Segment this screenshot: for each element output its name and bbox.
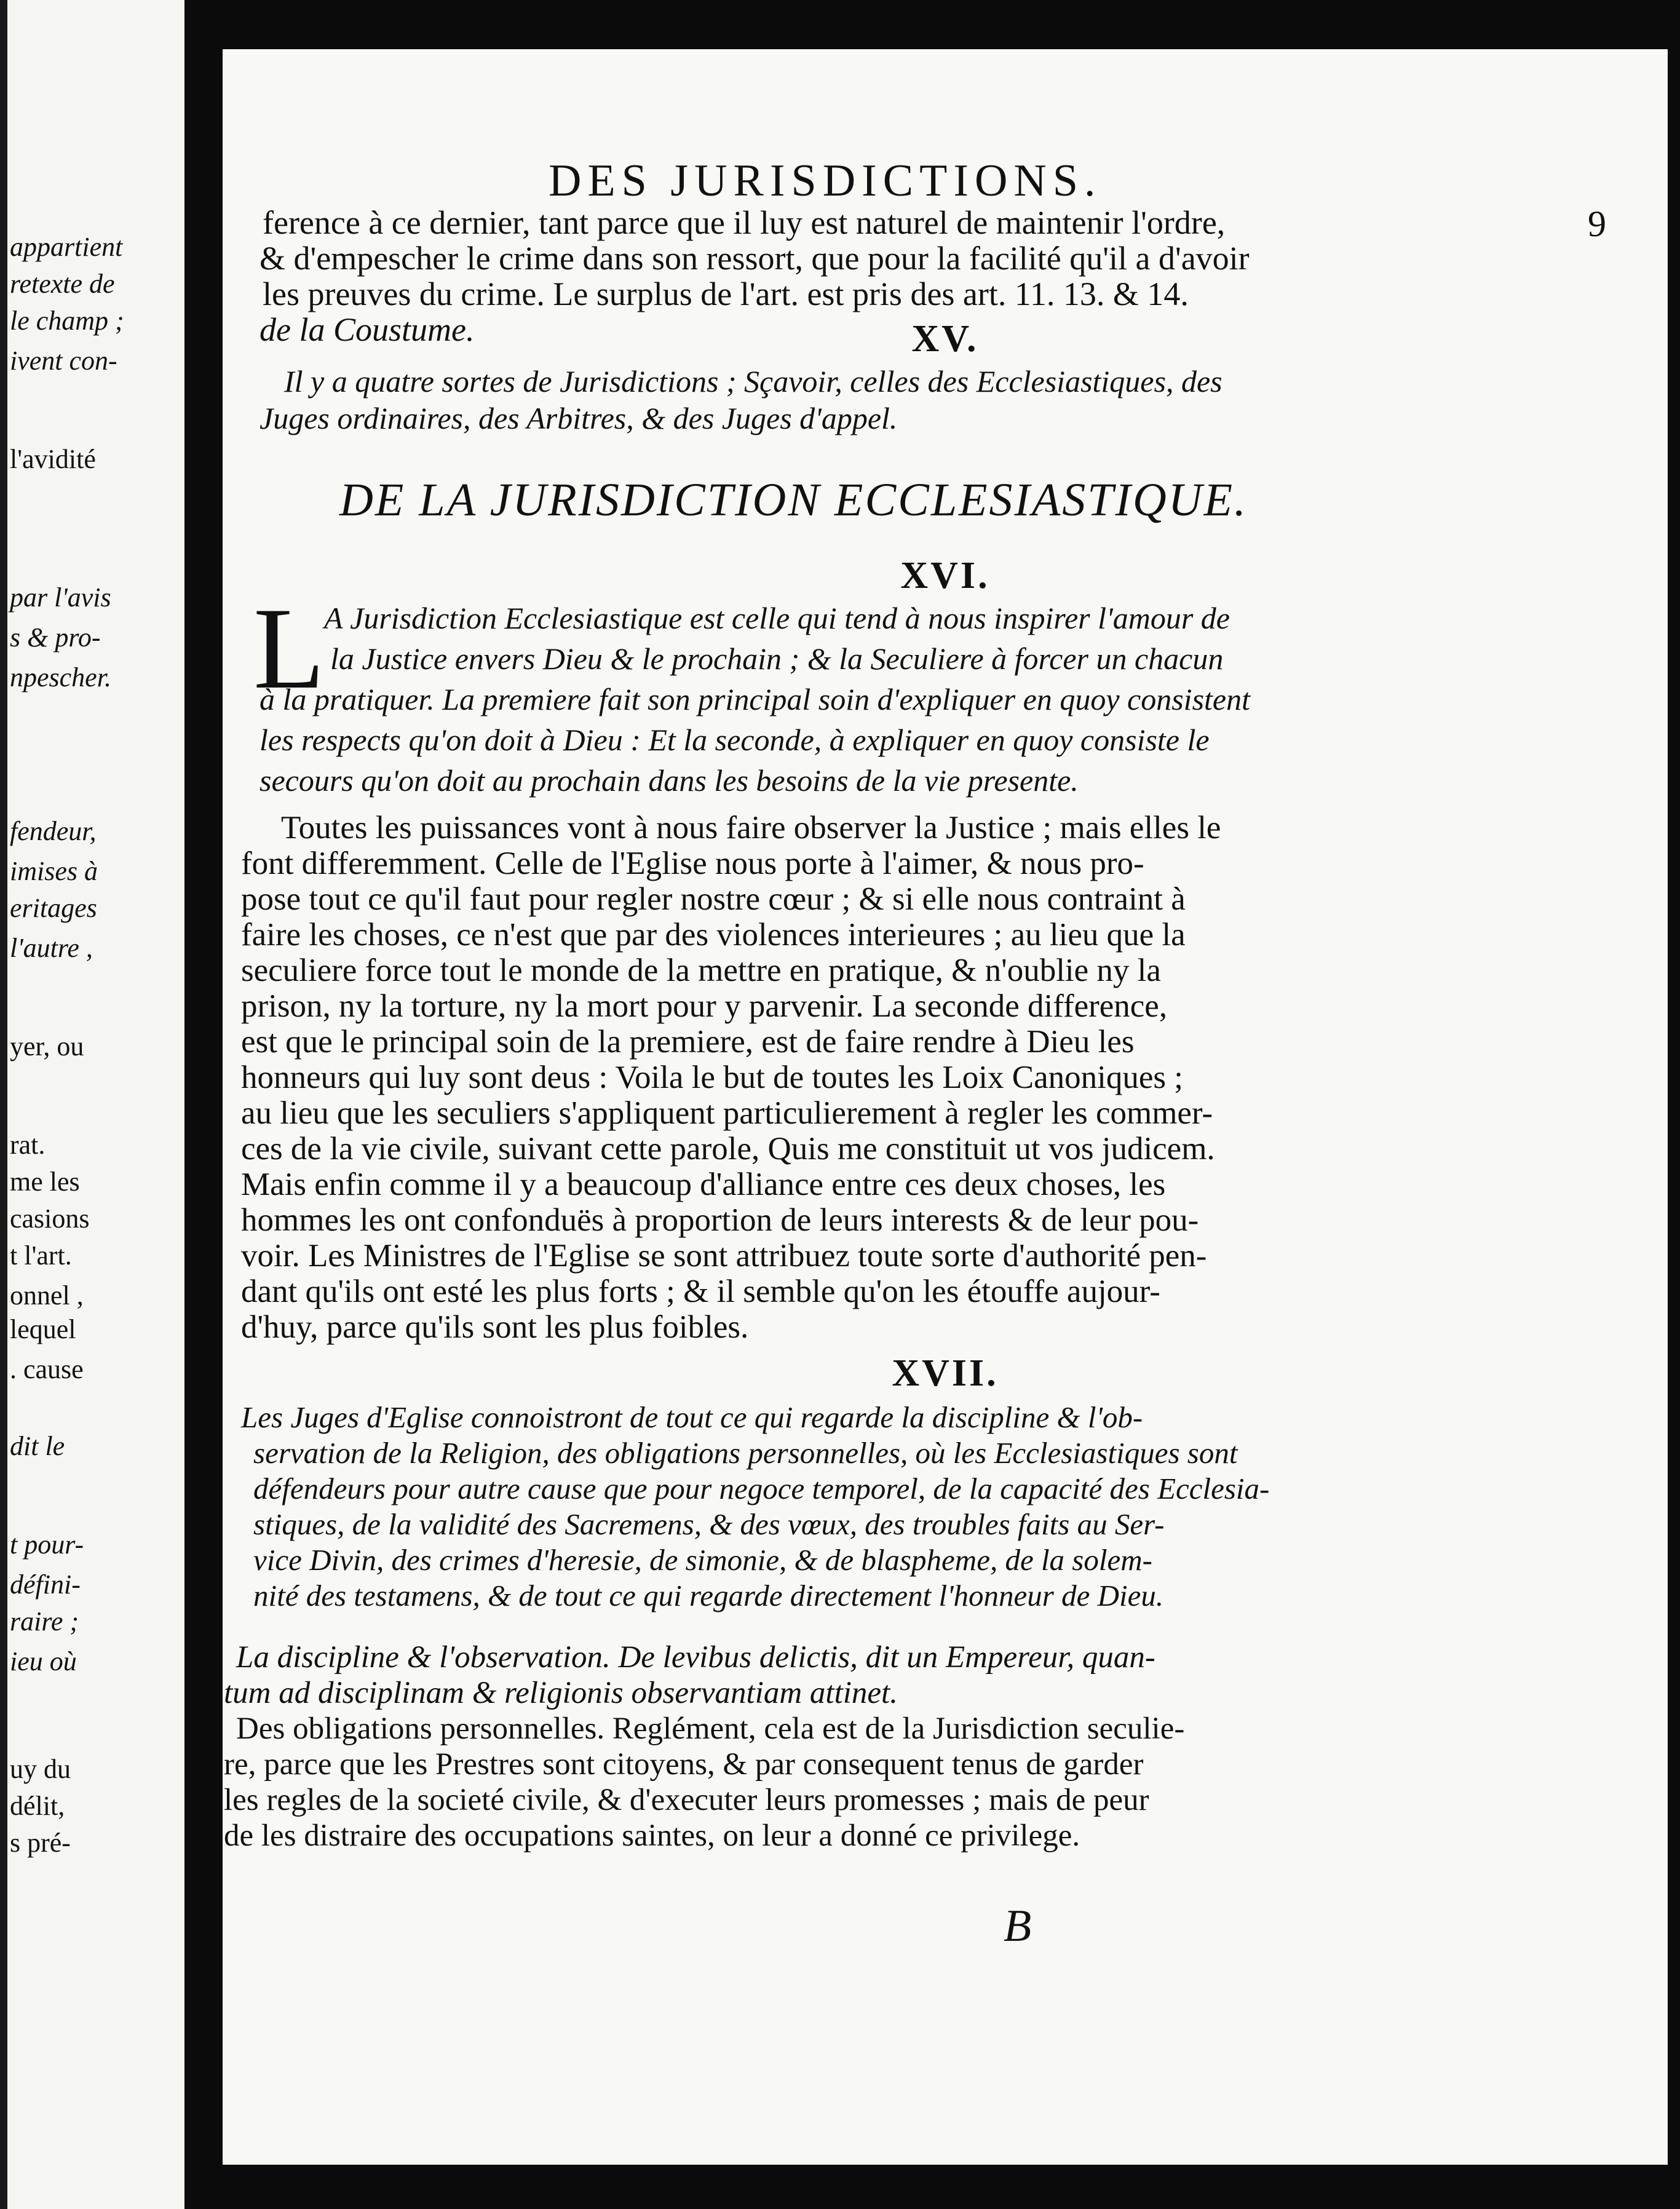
fragment-line: npescher. bbox=[10, 662, 111, 692]
section-number-xvi: XVI. bbox=[900, 555, 990, 597]
fragment-line: s & pro- bbox=[10, 622, 101, 652]
fragment-line: s pré- bbox=[10, 1828, 71, 1858]
fragment-line: yer, ou bbox=[10, 1031, 84, 1061]
text-line: à la pratiquer. La premiere fait son principal soin d'expliquer en quoy consistent bbox=[260, 682, 1251, 716]
section-number-xv: XV. bbox=[911, 318, 979, 360]
previous-page-fragment bbox=[0, 0, 184, 2209]
text-line: Mais enfin comme il y a beaucoup d'alliance entre ces deux choses, les bbox=[241, 1167, 1166, 1202]
text-line: ces de la vie civile, suivant cette parole, Quis me constituit ut vos judicem. bbox=[241, 1131, 1215, 1167]
text-line: d'huy, parce qu'ils sont les plus foibles. bbox=[241, 1309, 749, 1345]
text-line: re, parce que les Prestres sont citoyens, & par consequent tenus de garder bbox=[224, 1747, 1144, 1782]
fragment-line: ieu où bbox=[10, 1646, 77, 1676]
fragment-line: uy du bbox=[10, 1754, 71, 1784]
text-line: nité des testamens, & de tout ce qui regarde directement l'honneur de Dieu. bbox=[253, 1579, 1164, 1612]
drop-cap: L bbox=[253, 584, 325, 713]
text-line: les regles de la societé civile, & d'executer leurs promesses ; mais de peur bbox=[224, 1783, 1149, 1817]
text-line: Il y a quatre sortes de Jurisdictions ; Sçavoir, celles des Ecclesiastiques, des bbox=[284, 364, 1222, 399]
text-line: & d'empescher le crime dans son ressort, que pour la facilité qu'il a d'avoir bbox=[260, 240, 1250, 277]
page-edge bbox=[0, 0, 7, 2209]
text-line: voir. Les Ministres de l'Eglise se sont attribuez toute sorte d'authorité pen- bbox=[241, 1238, 1207, 1274]
fragment-line: imises à bbox=[10, 856, 98, 886]
fragment-line: appartient bbox=[10, 232, 123, 262]
fragment-line: rat. bbox=[10, 1130, 46, 1160]
fragment-line: délit, bbox=[10, 1791, 65, 1821]
text-line: ference à ce dernier, tant parce que il luy est naturel de maintenir l'ordre, bbox=[263, 204, 1226, 241]
fragment-line: le champ ; bbox=[10, 306, 124, 336]
text-line: prison, ny la torture, ny la mort pour y parvenir. La seconde difference, bbox=[241, 988, 1168, 1024]
text-line: la Justice envers Dieu & le prochain ; & la Seculiere à forcer un chacun bbox=[330, 641, 1224, 676]
text-line: Des obligations personnelles. Reglément, cela est de la Jurisdiction seculie- bbox=[236, 1711, 1185, 1746]
book-gutter bbox=[184, 0, 221, 2209]
text-line: au lieu que les seculiers s'appliquent particulierement à regler les commer- bbox=[241, 1095, 1213, 1131]
fragment-line: me les bbox=[10, 1167, 80, 1197]
text-line: faire les choses, ce n'est que par des violences interieures ; au lieu que la bbox=[241, 917, 1186, 953]
fragment-line: t pour- bbox=[10, 1529, 84, 1560]
fragment-line: ivent con- bbox=[10, 346, 117, 376]
fragment-line: . cause bbox=[10, 1354, 84, 1384]
text-line: honneurs qui luy sont deus : Voila le but de toutes les Loix Canoniques ; bbox=[241, 1060, 1183, 1095]
text-line: dant qu'ils ont esté les plus forts ; & il semble qu'on les étouffe aujour- bbox=[241, 1274, 1160, 1309]
fragment-line: casions bbox=[10, 1204, 90, 1234]
text-line: font differemment. Celle de l'Eglise nous porte à l'aimer, & nous pro- bbox=[241, 846, 1144, 881]
text-line: les respects qu'on doit à Dieu : Et la seconde, à expliquer en quoy consiste le bbox=[260, 723, 1210, 757]
section-number-xvii: XVII. bbox=[892, 1352, 999, 1394]
fragment-line: eritages bbox=[10, 893, 97, 923]
text-line: les preuves du crime. Le surplus de l'art. est pris des art. 11. 13. & 14. bbox=[263, 276, 1189, 312]
text-line: hommes les ont confonduës à proportion de leurs interests & de leur pou- bbox=[241, 1202, 1199, 1238]
fragment-line: défini- bbox=[10, 1569, 81, 1600]
text-line: est que le principal soin de la premiere, est de faire rendre à Dieu les bbox=[241, 1024, 1135, 1060]
text-line: défendeurs pour autre cause que pour negoce temporel, de la capacité des Ecclesia- bbox=[253, 1472, 1270, 1505]
signature-mark: B bbox=[1004, 1901, 1032, 1951]
chapter-title: DE LA JURISDICTION ECCLESIASTIQUE. bbox=[339, 474, 1248, 526]
text-line: vice Divin, des crimes d'heresie, de simonie, & de blaspheme, de la solem- bbox=[253, 1543, 1152, 1577]
text-line: tum ad disciplinam & religionis observantiam attinet. bbox=[224, 1676, 898, 1710]
fragment-line: dit le bbox=[10, 1431, 65, 1461]
text-line: stiques, de la validité des Sacremens, & des vœux, des troubles faits au Ser- bbox=[253, 1507, 1165, 1541]
text-line: secours qu'on doit au prochain dans les besoins de la vie presente. bbox=[260, 763, 1079, 798]
text-line: Les Juges d'Eglise connoistront de tout ce qui regarde la discipline & l'ob- bbox=[241, 1400, 1143, 1434]
text-line: de la Coustume. bbox=[260, 311, 475, 348]
fragment-line: retexte de bbox=[10, 269, 115, 299]
fragment-line: t l'art. bbox=[10, 1240, 72, 1271]
fragment-line: lequel bbox=[10, 1314, 76, 1344]
text-line: servation de la Religion, des obligations personnelles, où les Ecclesiastiques sont bbox=[253, 1436, 1238, 1470]
fragment-line: raire ; bbox=[10, 1606, 79, 1636]
book-page bbox=[223, 49, 1668, 2165]
text-line: Juges ordinaires, des Arbitres, & des Juges d'appel. bbox=[260, 401, 898, 435]
text-line: Toutes les puissances vont à nous faire observer la Justice ; mais elles le bbox=[281, 810, 1221, 846]
text-line: A Jurisdiction Ecclesiastique est celle qui tend à nous inspirer l'amour de bbox=[324, 601, 1230, 635]
fragment-line: l'autre , bbox=[10, 933, 93, 963]
text-line: pose tout ce qu'il faut pour regler nostre cœur ; & si elle nous contraint à bbox=[241, 881, 1186, 917]
fragment-line: onnel , bbox=[10, 1280, 84, 1311]
fragment-line: fendeur, bbox=[10, 816, 97, 846]
page-number: 9 bbox=[1588, 204, 1606, 244]
text-line: seculiere force tout le monde de la mettre en pratique, & n'oublie ny la bbox=[241, 953, 1161, 988]
text-line: de les distraire des occupations saintes, on leur a donné ce privilege. bbox=[224, 1818, 1080, 1853]
fragment-line: l'avidité bbox=[10, 444, 96, 474]
running-head: DES JURISDICTIONS. bbox=[549, 156, 1102, 206]
fragment-line: par l'avis bbox=[10, 582, 111, 613]
text-line: La discipline & l'observation. De levibus delictis, dit un Empereur, quan- bbox=[236, 1640, 1155, 1675]
